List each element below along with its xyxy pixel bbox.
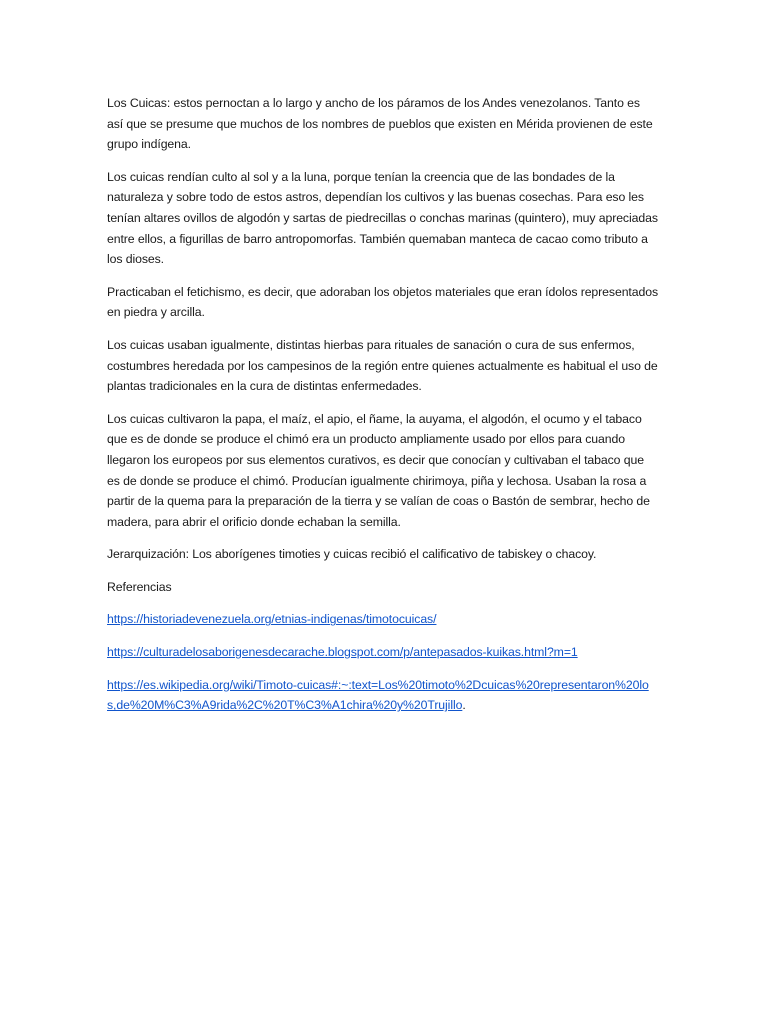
paragraph-cuicas-intro: Los Cuicas: estos pernoctan a lo largo y ancho de los páramos de los Andes venezolanos. Tanto es así que se presume que muchos de los nombres de pueblos que existen en Mérida provienen de este grupo indígena. [107, 96, 653, 152]
reference-link-wikipedia[interactable]: https://es.wikipedia.org/wiki/Timoto-cuicas#:~:text=Los%20timoto%2Dcuicas%20representaron%20los,de%20M%C3%A9rida%2C%20T%C3%A1chira%20y%20Trujillo [107, 677, 649, 713]
trailing-period: . [462, 698, 466, 713]
paragraph-hierarchy: Jerarquización: Los aborígenes timoties y cuicas recibió el calificativo de tabiskey o chacoy. [107, 547, 597, 562]
reference-link-culturadelosaborigenes[interactable]: https://culturadelosaborigenesdecarache.blogspot.com/p/antepasados-kuikas.html?m=1 [107, 645, 578, 660]
reference-item-2 [107, 642, 658, 663]
reference-item-1 [107, 609, 658, 630]
paragraph-agriculture: Los cuicas cultivaron la papa, el maíz, el apio, el ñame, la auyama, el algodón, el ocumo y el tabaco que es de donde se produce el chimó era un producto ampliamente usado por ellos para cuando llegaron los europeos por sus elementos curativos, es decir que conocían y cultivaban el tabaco que es de donde se produce el chimó. Producían igualmente chirimoya, piña y lechosa. Usaban la rosa a partir de la quema para la preparación de la tierra y se valían de coas o Bastón de sembrar, hecho de madera, para abrir el orificio donde echaban la semilla. [107, 411, 650, 529]
references-heading: Referencias [107, 579, 172, 594]
paragraph-healing: Los cuicas usaban igualmente, distintas hierbas para rituales de sanación o cura de sus enfermos, costumbres heredada por los campesinos de la región entre quienes actualmente es habitual el uso de plantas tradicionales en la cura de distintas enfermedades. [107, 337, 658, 394]
paragraph-worship: Los cuicas rendían culto al sol y a la luna, porque tenían la creencia que de las bondades de la naturaleza y sobre todo de estos astros, dependían los cultivos y las buenas cosechas. Para eso les tenían altares ovillos de algodón y sartas de piedrecillas o conchas marinas (quintero), muy apreciadas entre ellos, a figurillas de barro antropomorfas. También quemaban manteca de cacao como tributo a los dioses. [107, 169, 658, 267]
reference-item-3 [107, 675, 658, 716]
reference-link-historiadevenezuela[interactable]: https://historiadevenezuela.org/etnias-indigenas/timotocuicas/ [107, 612, 437, 627]
paragraph-fetishism: Practicaban el fetichismo, es decir, que adoraban los objetos materiales que eran ídolos representados en piedra y arcilla. [107, 284, 659, 320]
